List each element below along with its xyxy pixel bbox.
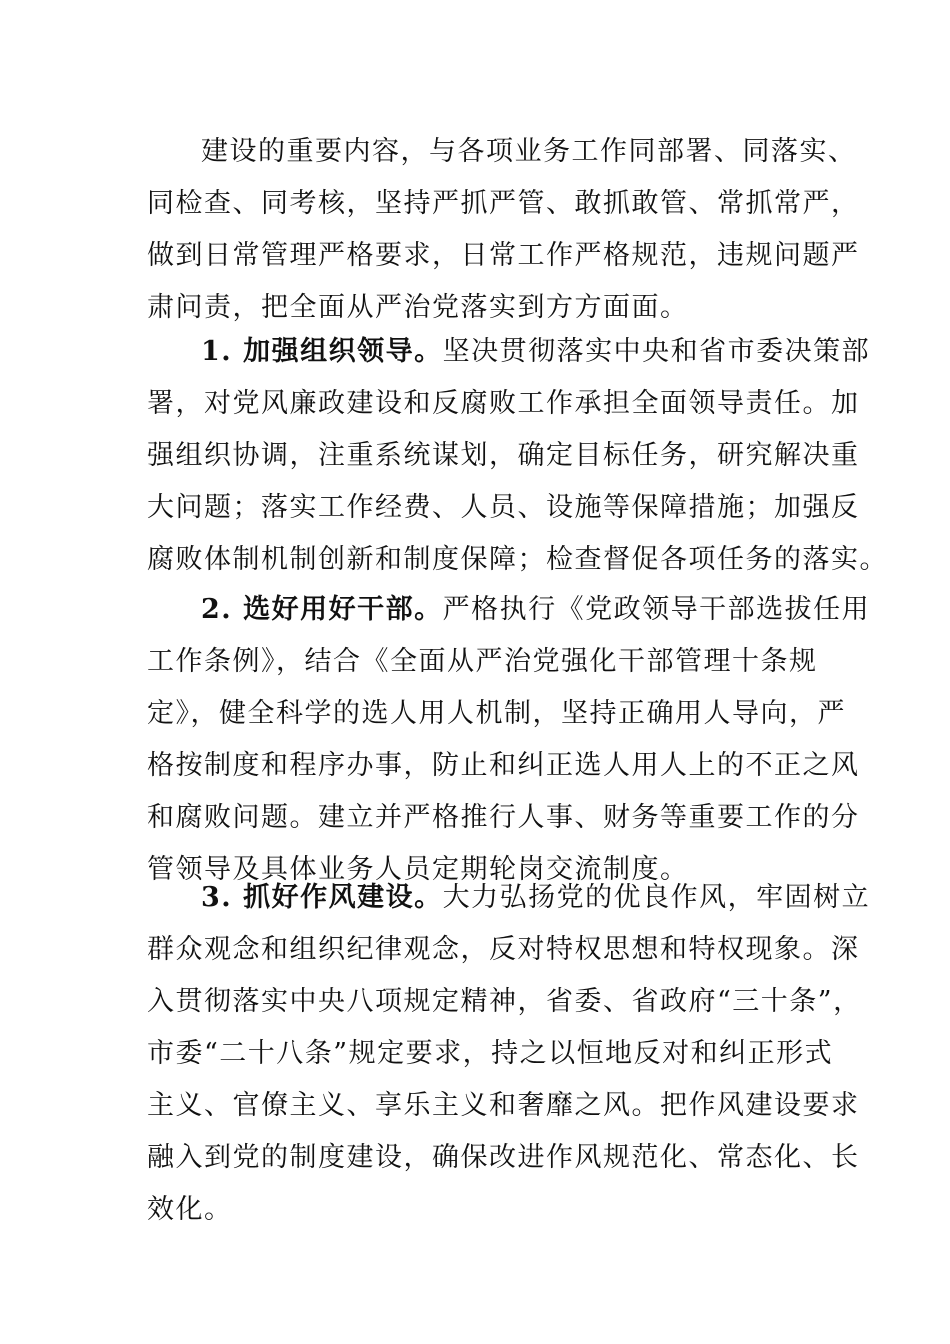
text-line: 和腐败问题。建立并严格推行人事、财务等重要工作的分: [147, 802, 860, 833]
text-line: 做到日常管理严格要求，日常工作严格规范，违规问题严: [147, 240, 860, 271]
text-segment: 坚决贯彻落实中央和省市委决策部: [442, 336, 871, 367]
section-heading: 2. 选好用好干部。: [201, 594, 443, 625]
section-heading: 3. 抓好作风建设。: [201, 882, 443, 913]
text-line: 效化。: [147, 1194, 233, 1225]
text-line: 融入到党的制度建设，确保改进作风规范化、常态化、长: [147, 1142, 860, 1173]
paragraph-section-3: [147, 872, 871, 1236]
text-line: 建设的重要内容，与各项业务工作同部署、同落实、: [201, 136, 857, 167]
text-line: 管领导及具体业务人员定期轮岗交流制度。: [147, 854, 689, 885]
text-line: 署，对党风廉政建设和反腐败工作承担全面领导责任。加: [147, 388, 860, 419]
paragraph-intro: [147, 126, 860, 334]
text-line: [147, 584, 871, 636]
text-line: 腐败体制机制创新和制度保障；检查督促各项任务的落实。: [147, 544, 888, 575]
text-line: 市委“二十八条”规定要求，持之以恒地反对和纠正形式: [147, 1038, 834, 1069]
text-line: 群众观念和组织纪律观念，反对特权思想和特权现象。深: [147, 934, 860, 965]
text-line: [147, 326, 871, 378]
text-line: 格按制度和程序办事，防止和纠正选人用人上的不正之风: [147, 750, 860, 781]
text-line: 工作条例》，结合《全面从严治党强化干部管理十条规: [147, 646, 818, 677]
text-line: 强组织协调，注重系统谋划，确定目标任务，研究解决重: [147, 440, 860, 471]
text-line: [147, 872, 871, 924]
section-heading: 1. 加强组织领导。: [201, 336, 443, 367]
text-line: 同检查、同考核，坚持严抓严管、敢抓敢管、常抓常严，: [147, 188, 860, 219]
text-line: 定》，健全科学的选人用人机制，坚持正确用人导向，严: [147, 698, 846, 729]
text-line: 入贯彻落实中央八项规定精神，省委、省政府“三十条”，: [147, 986, 862, 1017]
text-segment: 严格执行《党政领导干部选拔任用: [442, 594, 871, 625]
text-line: 肃问责，把全面从严治党落实到方方面面。: [147, 292, 689, 323]
text-segment: 大力弘扬党的优良作风，牢固树立: [442, 882, 871, 913]
paragraph-section-2: [147, 584, 871, 896]
text-line: 主义、官僚主义、享乐主义和奢靡之风。把作风建设要求: [147, 1090, 860, 1121]
paragraph-section-1: [147, 326, 888, 586]
text-line: 大问题；落实工作经费、人员、设施等保障措施；加强反: [147, 492, 860, 523]
